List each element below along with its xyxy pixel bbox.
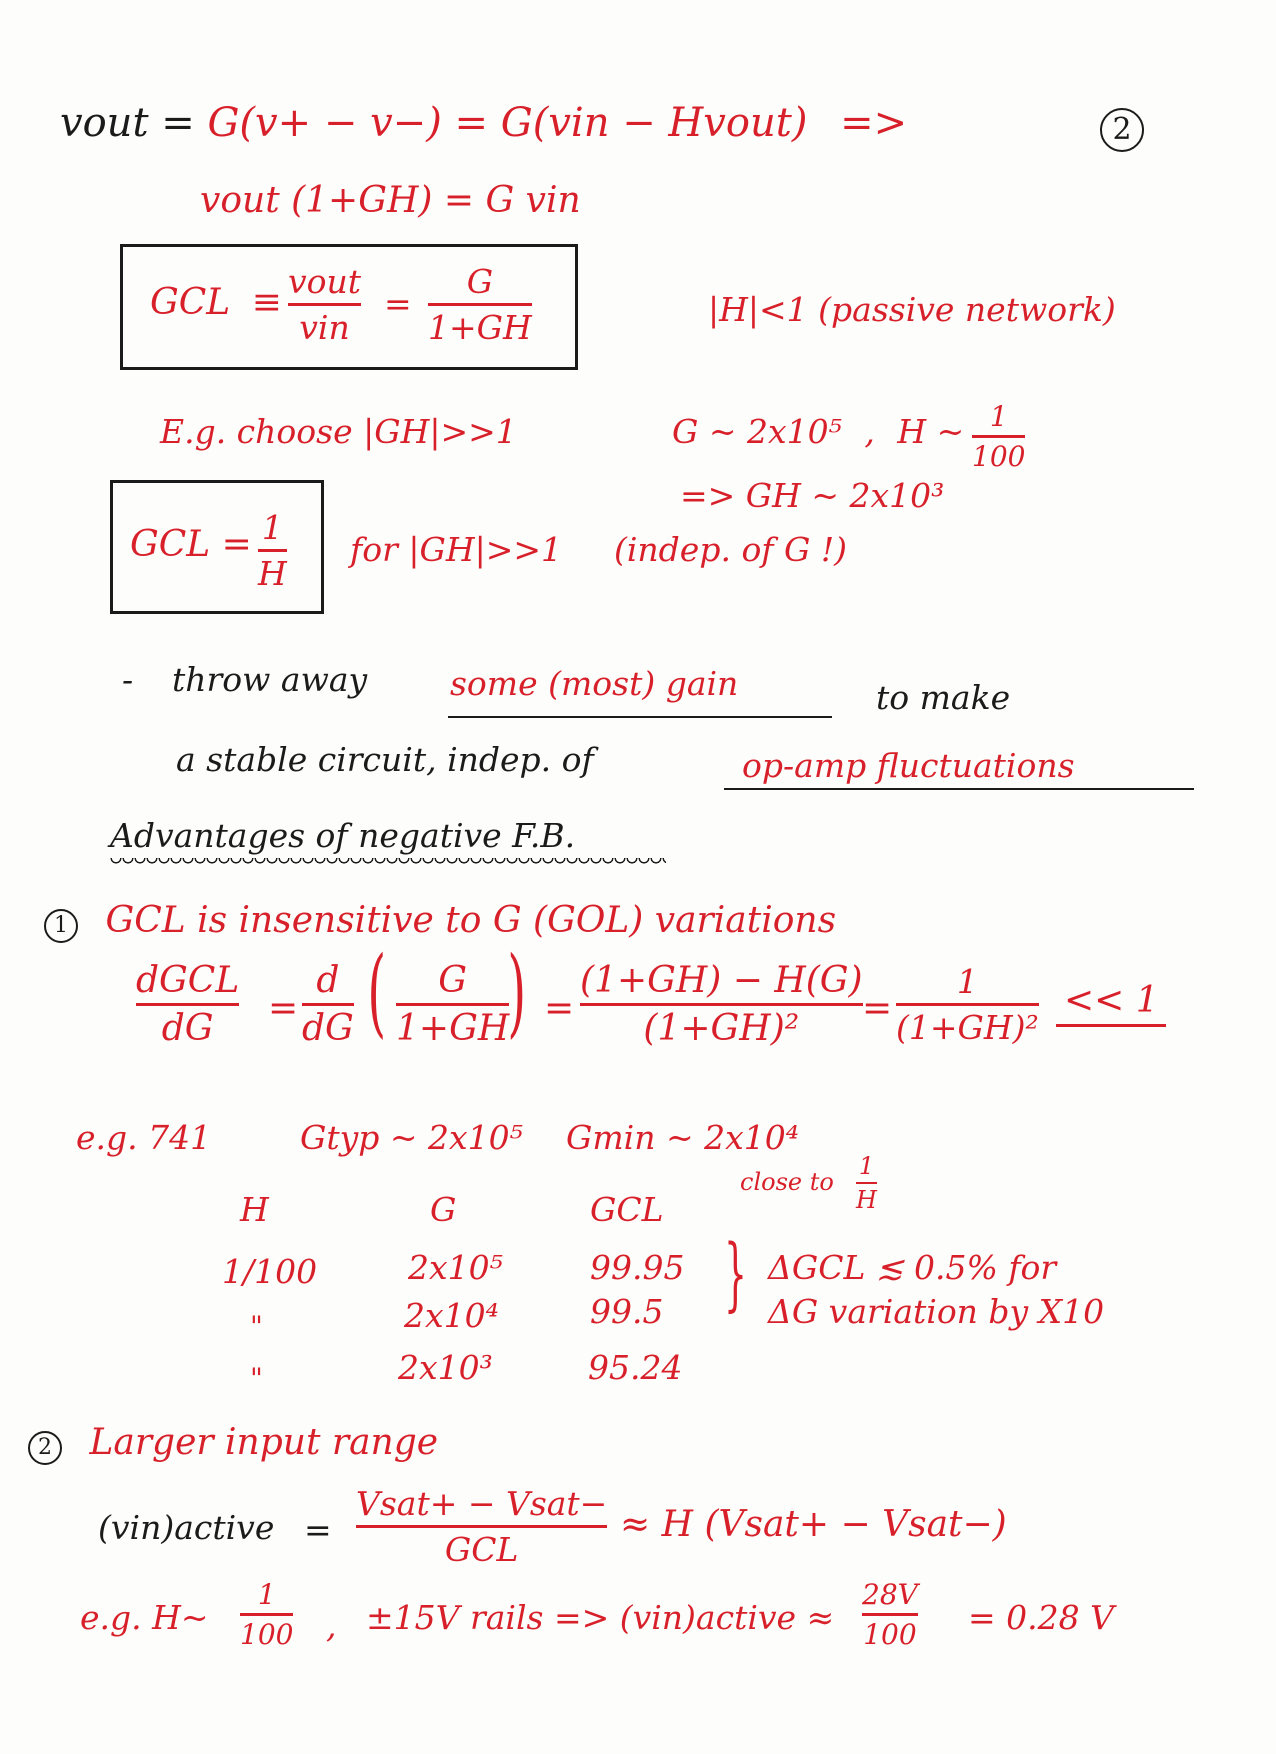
table-brace: } — [723, 1227, 747, 1320]
stable-circuit-text: a stable circuit, indep. of — [176, 740, 594, 779]
advantage-2-text: Larger input range — [89, 1422, 439, 1463]
eq1-implies: => — [840, 100, 908, 146]
table-header-h: H — [240, 1190, 269, 1229]
frac-bar — [356, 1525, 607, 1528]
passive-network-note: |H|<1 (passive network) — [708, 290, 1116, 329]
gcl-def-lhs — [150, 282, 282, 323]
eg-h-frac — [240, 1578, 293, 1651]
choose-gh-note: E.g. choose |GH|>>1 — [160, 412, 517, 451]
some-most-gain: some (most) gain — [450, 664, 739, 703]
table-cell: 2x10⁵ — [408, 1248, 503, 1287]
h-frac — [972, 400, 1025, 473]
d: d — [316, 960, 340, 1001]
advantage-1 — [44, 900, 836, 943]
advantage-2 — [28, 1422, 438, 1465]
d-dg: dG — [302, 1008, 354, 1049]
frac-bar — [856, 1182, 877, 1184]
eg-h-den: 100 — [240, 1618, 294, 1651]
table-cell: 95.24 — [588, 1348, 683, 1387]
frac-bar — [288, 303, 361, 306]
heading-wavy-underline — [110, 858, 666, 866]
rails-text: ±15V rails => (vin)active ≈ — [366, 1598, 835, 1637]
deriv-eq1: = — [268, 988, 299, 1029]
table-cell: " — [250, 1362, 263, 1395]
table-header-gcl: GCL — [590, 1190, 664, 1229]
frac-bar — [258, 549, 287, 552]
table-header-g: G — [430, 1190, 457, 1229]
advantage-2-number: 2 — [28, 1431, 62, 1465]
gcl-approx-indep: (indep. of G !) — [614, 530, 847, 569]
frac-vin: vin — [299, 308, 350, 347]
quotient-den: (1+GH)² — [643, 1008, 800, 1049]
frac-bar — [972, 435, 1025, 438]
table-cell: 99.95 — [590, 1248, 685, 1287]
bullet-dash: - — [122, 660, 134, 699]
rails-num: 28V — [862, 1578, 918, 1611]
eq1-equals-a: = — [161, 100, 195, 146]
vin-active-lhs: (vin)active — [98, 1508, 275, 1547]
rails-result: = 0.28 V — [968, 1598, 1114, 1637]
eg-h: e.g. H~ — [80, 1598, 209, 1637]
g-comma: , — [864, 412, 875, 451]
close-paren: ) — [507, 936, 527, 1048]
close-den: H — [856, 1186, 877, 1214]
page-number: 2 — [1100, 108, 1144, 152]
eg-h-num: 1 — [257, 1578, 276, 1611]
gain-underline — [448, 716, 832, 718]
eq1-equals-b: = — [454, 100, 489, 146]
frac-bar — [396, 1003, 509, 1006]
frac-bar — [862, 1613, 918, 1616]
inner-1plusgh: 1+GH — [396, 1008, 510, 1049]
delta-g-note: ΔG variation by X10 — [768, 1292, 1105, 1331]
eq1-rhs1: G(v+ − v−) — [207, 100, 442, 146]
table-cell: " — [250, 1310, 263, 1343]
frac-bar — [302, 1003, 354, 1006]
frac-bar — [580, 1003, 863, 1006]
gcl-approx-condition: for |GH|>>1 — [350, 530, 563, 569]
inner-g: G — [438, 960, 467, 1001]
frac-bar — [240, 1613, 293, 1616]
close-num: 1 — [858, 1152, 875, 1180]
frac-1plusgh: 1+GH — [428, 308, 532, 347]
vsat-frac — [356, 1484, 607, 1569]
dg: dG — [161, 1008, 214, 1049]
close-to-label: close to — [740, 1168, 834, 1196]
frac-bar — [896, 1003, 1039, 1006]
delta-gcl-note: ΔGCL ≲ 0.5% for — [768, 1248, 1057, 1287]
gh-value: => GH ~ 2x10³ — [680, 476, 945, 515]
approx-den: H — [258, 554, 287, 593]
result-den: (1+GH)² — [896, 1008, 1039, 1047]
rails-den: 100 — [863, 1618, 917, 1651]
eg-comma: , — [326, 1606, 337, 1645]
vout-equation — [60, 100, 907, 146]
approx-num: 1 — [261, 508, 283, 547]
much-less-than-one: << 1 — [1064, 980, 1159, 1021]
result-num: 1 — [956, 962, 978, 1001]
d-dg-frac — [302, 960, 354, 1049]
open-paren: ( — [367, 936, 387, 1048]
vin-active-eq: = — [304, 1510, 332, 1549]
gcl-approx-frac — [258, 508, 287, 593]
dgcl: dGCL — [136, 960, 240, 1001]
advantage-1-text: GCL is insensitive to G (GOL) variations — [105, 900, 837, 941]
vsat-num: Vsat+ − Vsat− — [356, 1484, 608, 1523]
gcl-approx-lhs: GCL = — [130, 524, 252, 565]
vsat-approx: ≈ H (Vsat+ − Vsat−) — [620, 1504, 1007, 1545]
gcl-def-eq: = — [384, 284, 412, 323]
deriv-eq2: = — [544, 988, 575, 1029]
dgcl-dg-frac — [136, 960, 239, 1049]
deriv-eq3: = — [862, 988, 893, 1029]
quotient-num: (1+GH) − H(G) — [580, 960, 863, 1001]
g-value-text: G ~ 2x10⁵ — [672, 412, 842, 451]
vout-rearranged: vout (1+GH) = G vin — [200, 180, 581, 221]
table-cell: 2x10⁴ — [404, 1296, 499, 1335]
rails-frac — [862, 1578, 918, 1651]
gcl-label: GCL — [150, 282, 231, 323]
gmin: Gmin ~ 2x10⁴ — [566, 1118, 799, 1157]
quotient-frac — [580, 960, 863, 1049]
vsat-den: GCL — [444, 1530, 519, 1569]
h-label: H ~ — [897, 412, 965, 451]
gcl-frac-g — [428, 262, 532, 347]
g-value — [672, 412, 964, 451]
frac-g: G — [466, 262, 494, 301]
result-underline — [1056, 1024, 1166, 1027]
table-cell: 2x10³ — [398, 1348, 493, 1387]
frac-bar — [136, 1003, 239, 1006]
eq1-lhs: vout — [60, 100, 149, 146]
gtyp: Gtyp ~ 2x10⁵ — [300, 1118, 523, 1157]
h-num: 1 — [989, 400, 1008, 433]
frac-vout: vout — [288, 262, 362, 301]
throw-away-text: throw away — [172, 660, 368, 699]
eg-741: e.g. 741 — [76, 1118, 212, 1157]
table-cell: 99.5 — [590, 1292, 664, 1331]
fluctuations-underline — [724, 788, 1194, 790]
result-frac — [896, 962, 1039, 1047]
gcl-equiv: ≡ — [251, 282, 282, 323]
frac-bar — [428, 303, 532, 306]
eq1-rhs2: G(vin − Hvout) — [500, 100, 808, 146]
advantage-1-number: 1 — [44, 909, 78, 943]
advantages-heading: Advantages of negative F.B. — [110, 816, 576, 855]
h-den: 100 — [972, 440, 1026, 473]
table-cell: 1/100 — [222, 1252, 318, 1291]
to-make-text: to make — [876, 678, 1011, 717]
op-amp-fluctuations: op-amp fluctuations — [742, 746, 1075, 785]
inner-frac — [396, 960, 509, 1049]
close-to-frac — [856, 1152, 877, 1214]
gcl-frac-vout-vin — [288, 262, 361, 347]
